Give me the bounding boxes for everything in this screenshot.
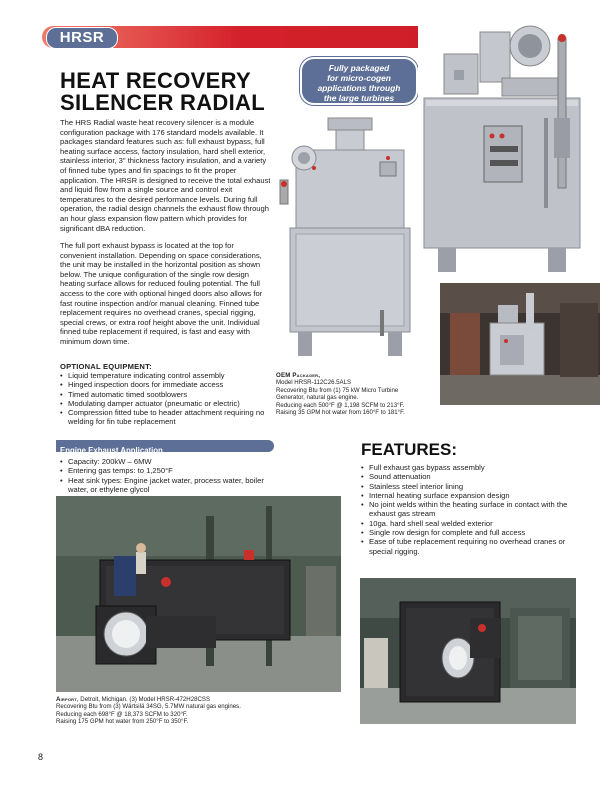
oem-install-illustration xyxy=(440,283,600,405)
list-item: • Liquid temperature indicating control assembly xyxy=(60,371,274,380)
oem-caption-line: Reducing each 500°F @ 1,198 SCFM to 213°F. xyxy=(276,401,405,409)
list-item: • Ease of tube replacement requiring no overhead cranes or special rigging. xyxy=(361,537,581,556)
airport-caption xyxy=(56,696,346,726)
list-item: • No joint welds within the heating surface in contact with the exhaust gas stream xyxy=(361,500,581,519)
airport-caption-line: Raising 175 GPM hot water from 250°F to 350°F. xyxy=(56,718,189,726)
callout-line-4: the large turbines xyxy=(323,93,395,103)
engine-application xyxy=(60,457,274,494)
warehouse-illustration xyxy=(360,578,576,724)
second-paragraph: The full port exhaust bypass is located at the top for convenient installation. Depending on space considerations, the unit may be installed in the horizontal position as shown below. The unique configuration of the single row design heating surface allows for reduced fouling potential. The full access to the core with optional hinged doors also allows for fast routine inspection and/or manual cleaning. Finned tube replacement requires no overhead cranes, special rigging, special crews, or extra roof height above the unit. Individual finned tube replacement if required, is fast and easy with minimum down time. xyxy=(60,241,263,346)
list-item: • 10ga. hard shell seal welded exterior xyxy=(361,519,581,528)
list-item: • Sound attenuation xyxy=(361,472,581,481)
list-item: • Capacity: 200kW – 6MW xyxy=(60,457,274,466)
features-list xyxy=(361,463,581,556)
title-line-1: HEAT RECOVERY xyxy=(60,68,251,93)
airport-caption-line: Recovering Btu from (3) Wärtsilä 34SG, 5.7MW natural gas engines. xyxy=(56,703,241,711)
intro-paragraph: The HRS Radial waste heat recovery silencer is a module configuration package with 176 standard models available. It packages standard features such as: full exhaust bypass, full heating surface access, factory insulation, hard shell exterior, stainless interior, 3" thickness factory insulation, and a variety of finned tube types and fin spacings to fit the proper application. The HRSR is designed to receive the total exhaust and liquid flow from a single source and control exit temperatures to the desired performance levels. During full operation, the radial design channels the exhaust flow through an hour glass expansion flow pattern which provides for significant dBA reduction. xyxy=(60,118,271,233)
oem-caption xyxy=(276,372,446,416)
list-item: • Modulating damper actuator (pneumatic or electric) xyxy=(60,399,274,408)
list-item: • Hinged inspection doors for immediate access xyxy=(60,380,274,389)
large-unit-illustration xyxy=(418,18,612,280)
airport-caption-heading: Airport xyxy=(56,696,77,703)
product-photo-oem-install xyxy=(440,283,600,405)
oem-caption-line: Recovering Btu from (1) 75 kW Micro Turbine xyxy=(276,386,399,394)
callout-line-1: Fully packaged xyxy=(328,63,390,73)
callout-line-3: applications through xyxy=(317,83,401,93)
oem-caption-line: Model HRSR-112C26.5ALS xyxy=(276,379,352,387)
oem-caption-line: Raising 35 GPM hot water from 160°F to 181°F. xyxy=(276,409,405,417)
callout-badge xyxy=(300,57,418,105)
callout-line-2: for micro-cogen xyxy=(327,73,391,83)
page-number: 8 xyxy=(38,752,44,762)
optional-equipment-list xyxy=(60,371,274,427)
product-photo-warehouse xyxy=(360,578,576,724)
optional-equipment-heading: OPTIONAL EQUIPMENT: xyxy=(60,362,152,371)
list-item: • Single row design for complete and full access xyxy=(361,528,581,537)
title-line-2: SILENCER RADIAL xyxy=(60,90,265,115)
optional-equipment xyxy=(60,362,274,427)
list-item: • Heat sink types: Engine jacket water, process water, boiler water, or ethylene glycol xyxy=(60,476,274,495)
section-tab: HRSR xyxy=(46,27,118,49)
list-item: • Compression fitted tube to header attachment requiring no welding for fin tube replacement xyxy=(60,408,274,427)
features xyxy=(361,463,581,556)
page-title xyxy=(60,70,290,114)
list-item: • Entering gas temps: to 1,250°F xyxy=(60,466,274,475)
product-photo-large-unit xyxy=(418,18,612,280)
list-item: • Internal heating surface expansion design xyxy=(361,491,581,500)
oem-caption-heading: OEM Packager, xyxy=(276,372,321,379)
engine-application-bar xyxy=(56,440,274,455)
product-photo-small-unit xyxy=(270,110,430,360)
oem-caption-line: Generator, natural gas engine. xyxy=(276,394,359,402)
airport-illustration xyxy=(56,496,341,692)
list-item: • Full exhaust gas bypass assembly xyxy=(361,463,581,472)
airport-caption-line: Reducing each 698°F @ 18,373 SCFM to 320°F. xyxy=(56,710,188,718)
list-item: • Stainless steel interior lining xyxy=(361,482,581,491)
list-item: • Timed automatic timed sootblowers xyxy=(60,390,274,399)
engine-application-heading: Engine Exhaust Application xyxy=(60,446,163,455)
product-photo-airport xyxy=(56,496,341,692)
features-heading: FEATURES: xyxy=(361,440,458,459)
airport-caption-first-line: , Detroit, Michigan. (3) Model HRSR-472H28CSS xyxy=(76,696,211,703)
small-unit-illustration xyxy=(270,110,430,360)
engine-application-list xyxy=(60,457,274,494)
